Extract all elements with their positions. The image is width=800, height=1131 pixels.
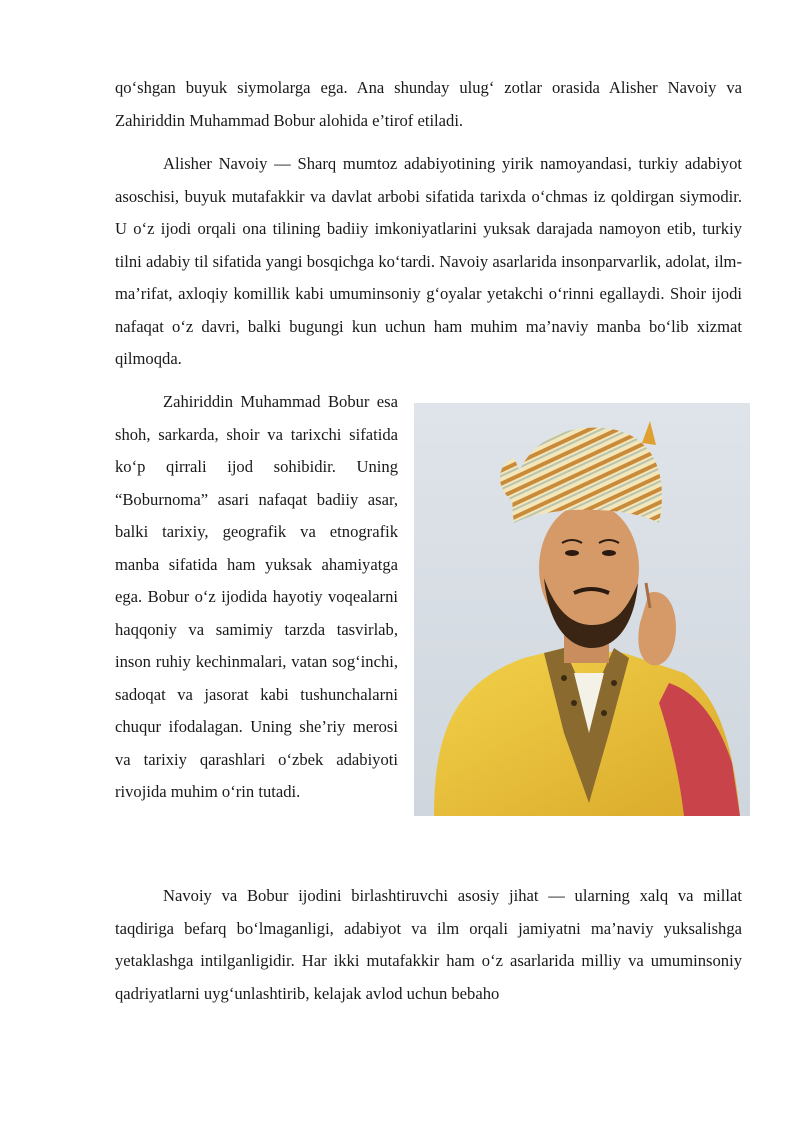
portrait-illustration <box>414 403 750 816</box>
paragraph-conclusion: Navoiy va Bobur ijodini birlashtiruvchi asosiy jihat — ularning xalq va millat taqdiriga befarq bo‘lmaganligi, adabiyot va ilm orqali jamiyatni ma’naviy yuksalishga yetaklashga intilganligidir. Har ikki mutafakkir ham o‘z asarlarida milliy va umuminsoniy qadriyatlarni uyg‘unlashtirib, kelajak avlod uchun bebaho <box>115 886 742 1003</box>
paragraph-navoiy: Alisher Navoiy — Sharq mumtoz adabiyotining yirik namoyandasi, turkiy adabiyot asoschisi, buyuk mutafakkir va davlat arbobi sifatida tarixda o‘chmas iz qoldirgan siymodir. U o‘z ijodi orqali ona tilining badiiy imkoniyatlarini yuksak darajada namoyon etib, turkiy tilni adabiy til sifatida yangi bosqichga ko‘tardi. Navoiy asarlarida insonparvarlik, adolat, ilm-ma’rifat, axloqiy komillik kabi umuminsoniy g‘oyalar yetakchi o‘rinni egallaydi. Shoir ijodi nafaqat o‘z davri, balki bugungi kun uchun ham muhim ma’naviy manba bo‘lib xizmat qilmoqda. <box>115 154 742 368</box>
bobur-portrait <box>414 403 750 816</box>
paragraph-intro: qo‘shgan buyuk siymolarga ega. Ana shunday ulug‘ zotlar orasida Alisher Navoiy va Zahiriddin Muhammad Bobur alohida e’tirof etiladi. <box>115 78 742 130</box>
paragraph-bobur: Zahiriddin Muhammad Bobur esa shoh, sarkarda, shoir va tarixchi sifatida ko‘p qirrali ijod sohibidir. Uning “Boburnoma” asari nafaqat badiiy asar, balki tarixiy, geografik va etnografik manba sifatida ham yuksak ahamiyatga ega. Bobur o‘z ijodida hayotiy voqealarni haqqoniy va samimiy tarzda tasvirlab, inson ruhiy kechinmalari, vatan sog‘inchi, sadoqat va jasorat kabi tushunchalarni chuqur ifodalagan. Uning she’riy merosi va tarixiy qarashlari o‘zbek adabiyoti rivojida muhim o‘rin tutadi. <box>115 392 398 801</box>
